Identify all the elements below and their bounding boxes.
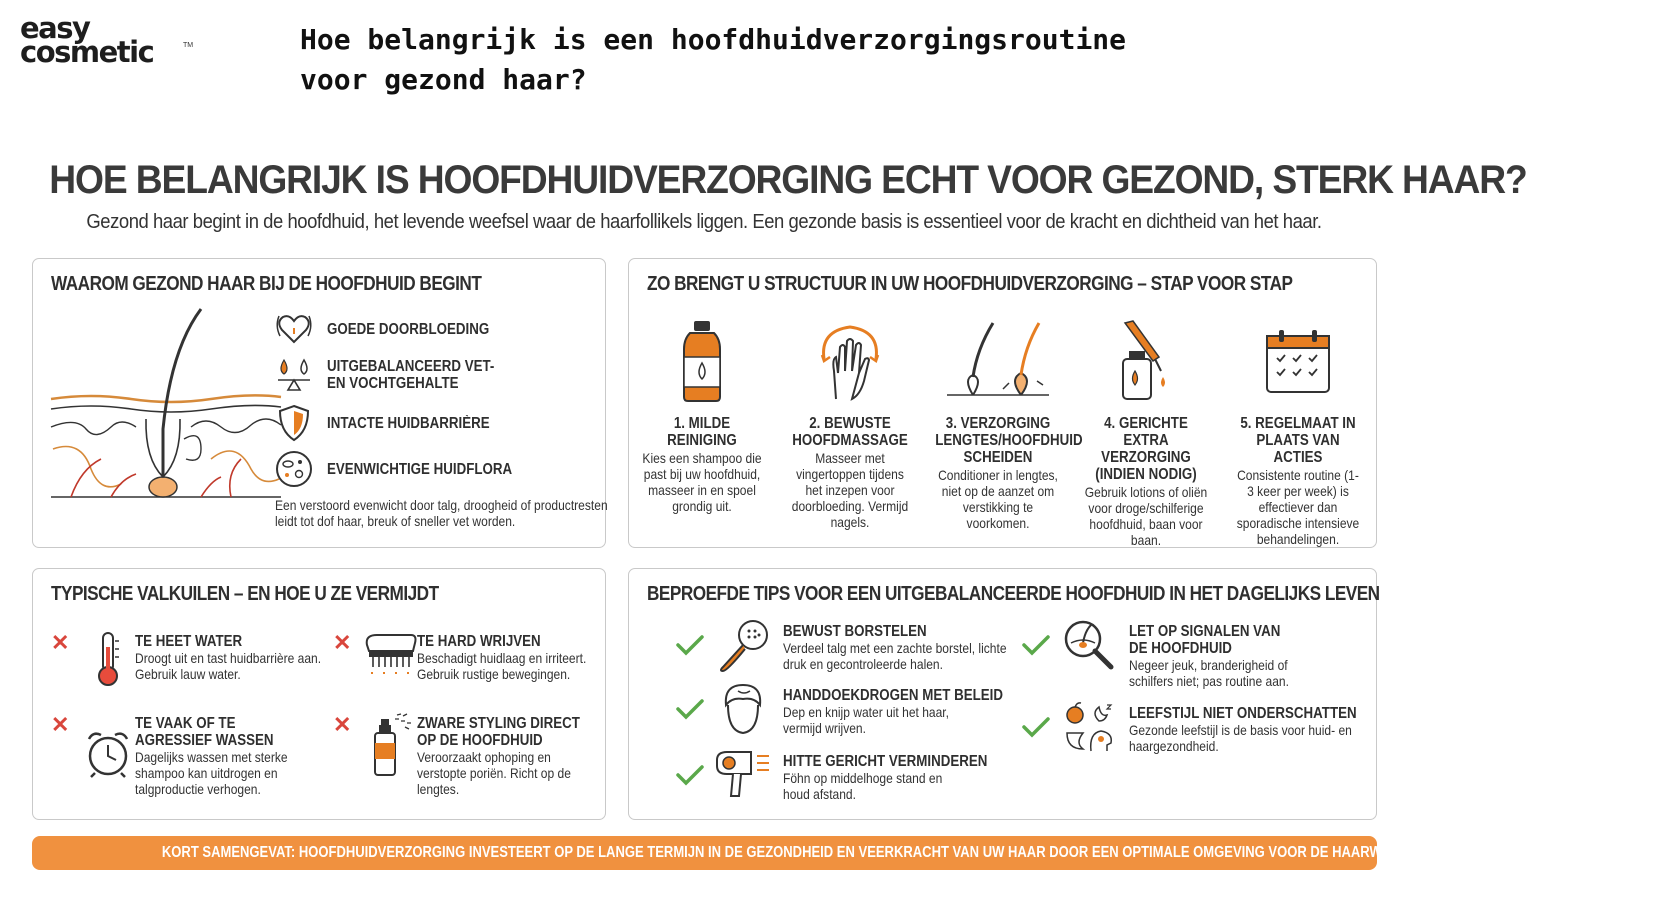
benefit-label: EVENWICHTIGE HUIDFLORA: [327, 460, 513, 478]
cross-icon: ✕: [333, 712, 352, 737]
step-description: Gebruik lotions of oliën voor droge/schilferige hoofdhuid, baan voor baan.: [1084, 484, 1208, 548]
step-title: 1. MILDE REINIGING: [667, 415, 737, 449]
logo-word-bottom: cosmetic: [20, 35, 154, 69]
step-card: [1073, 315, 1219, 548]
towel-head-icon: [715, 681, 771, 737]
cross-icon: ✕: [51, 630, 70, 655]
tip-description: Dep en knijp water uit het haar, vermijd wrijven.: [783, 704, 949, 736]
tip-description: Negeer jeuk, branderigheid of schilfers niet; pas routine aan.: [1129, 657, 1289, 689]
pitfalls-panel: [32, 568, 606, 820]
cross-icon: ✕: [333, 630, 352, 655]
hairbrush-icon: [715, 617, 771, 673]
summary-text: KORT SAMENGEVAT: HOOFDHUIDVERZORGING INVESTEERT OP DE LANGE TERMIJN IN DE GEZONDHEID EN VEERKRACHT VAN UW HAAR DOOR EEN OPTIMALE OMGEVING VOOR DE HAARWORTELS TE CREËREN.: [161, 844, 1526, 861]
benefit-barrier: [273, 403, 516, 443]
benefit-label: GOEDE DOORBLOEDING: [327, 320, 490, 338]
tip-description: Föhn op middelhoge stand en houd afstand.: [783, 770, 943, 802]
check-icon: [1021, 633, 1051, 657]
tip-description: Gezonde leefstijl is de basis voor huid- en haargezondheid.: [1129, 722, 1352, 754]
thermometer-icon: [79, 631, 137, 689]
tip-description: Verdeel talg met een zachte borstel, lichte druk en gecontroleerde halen.: [783, 640, 1007, 672]
step-card: [1225, 315, 1371, 547]
step-title: 3. VERZORGING LENGTES/HOOFDHUID SCHEIDEN: [935, 415, 1083, 466]
benefit-circulation: [273, 309, 516, 349]
logo-word-top: easy: [20, 11, 90, 45]
magnifier-icon: [1061, 617, 1117, 673]
microbes-icon: [273, 449, 315, 489]
steps-panel: [628, 258, 1377, 548]
benefit-label: INTACTE HUIDBARRIÈRE: [327, 414, 490, 432]
pitfall-title: TE HEET WATER: [135, 633, 243, 650]
hair-strands-icon: [925, 315, 1071, 407]
step-description: Masseer met vingertoppen tijdens het inzepen voor doorbloeding. Vermijd nagels.: [791, 450, 909, 530]
infographic-subheading: Gezond haar begint in de hoofdhuid, het levende weefsel waar de haarfollikels liggen. Een gezonde basis is essentieel voor de kracht en dichtheid van het haar.: [86, 210, 1322, 233]
lifestyle-icon: [1061, 699, 1117, 755]
pitfall-title: TE VAAK OF TE AGRESSIEF WASSEN: [135, 715, 274, 749]
check-icon: [1021, 715, 1051, 739]
check-icon: [675, 763, 705, 787]
step-description: Conditioner in lengtes, niet op de aanzet om verstikking te voorkomen.: [938, 467, 1058, 531]
scrub-brush-icon: [361, 631, 419, 689]
shield-icon: [273, 403, 315, 443]
dropper-bottle-icon: [1073, 315, 1219, 407]
pitfall-title: TE HARD WRIJVEN: [417, 633, 541, 650]
tips-panel: [628, 568, 1380, 820]
infographic-heading: HOE BELANGRIJK IS HOOFDHUIDVERZORGING ECHT VOOR GEZOND, STERK HAAR?: [49, 158, 1527, 202]
drops-balance-icon: [273, 355, 315, 395]
pitfall-description: Droogt uit en tast huidbarrière aan. Gebruik lauw water.: [135, 650, 322, 682]
tip-title: LET OP SIGNALEN VAN DE HOOFDHUID: [1129, 623, 1281, 657]
scalp-cross-section-illustration: [51, 309, 281, 509]
pitfall-description: Beschadigt huidlaag en irriteert. Gebruik rustige bewegingen.: [417, 650, 587, 682]
brand-logo[interactable]: [20, 11, 194, 69]
step-title: 4. GERICHTE EXTRA VERZORGING (INDIEN NODIG): [1095, 415, 1197, 483]
why-panel: [32, 258, 606, 548]
step-card: [925, 315, 1083, 531]
logo-trademark: TM: [183, 42, 194, 49]
summary-banner: [32, 836, 1526, 870]
step-title: 5. REGELMAAT IN PLAATS VAN ACTIES: [1240, 415, 1356, 466]
check-icon: [675, 697, 705, 721]
page-title: Hoe belangrijk is een hoofdhuidverzorgingsroutine voor gezond haar?: [300, 23, 1127, 96]
hair-dryer-icon: [715, 747, 771, 803]
why-panel-title: WAAROM GEZOND HAAR BIJ DE HOOFDHUID BEGINT: [51, 273, 482, 295]
tip-title: HANDDOEKDROGEN MET BELEID: [783, 687, 1003, 704]
pitfall-title: ZWARE STYLING DIRECT OP DE HOOFDHUID: [417, 715, 580, 749]
check-icon: [675, 633, 705, 657]
why-panel-note: Een verstoord evenwicht door talg, droogheid of productresten leidt tot dof haar, breuk of sneller vet worden.: [275, 497, 608, 529]
spray-can-icon: [361, 713, 419, 771]
tip-title: HITTE GERICHT VERMINDEREN: [783, 753, 988, 770]
tip-title: BEWUST BORSTELEN: [783, 623, 927, 640]
massage-hand-icon: [777, 315, 923, 407]
step-card: [777, 315, 923, 530]
pitfalls-panel-title: TYPISCHE VALKUILEN – EN HOE U ZE VERMIJDT: [51, 583, 439, 605]
tips-panel-title: BEPROEFDE TIPS VOOR EEN UITGEBALANCEERDE HOOFDHUID IN HET DAGELIJKS LEVEN: [647, 583, 1380, 605]
pitfall-description: Dagelijks wassen met sterke shampoo kan uitdrogen en talgproductie verhogen.: [135, 749, 288, 797]
benefit-balance: [273, 355, 547, 395]
step-title: 2. BEWUSTE HOOFDMASSAGE: [792, 415, 908, 449]
step-description: Kies een shampoo die past bij uw hoofdhuid, masseer in en spoel grondig uit.: [642, 450, 762, 514]
calendar-icon: [1225, 315, 1371, 407]
pitfall-description: Veroorzaakt ophoping en verstopte poriën. Richt op de lengtes.: [417, 749, 571, 797]
benefit-label: UITGEBALANCEERD VET- EN VOCHTGEHALTE: [327, 358, 495, 392]
heart-circulation-icon: [273, 309, 315, 349]
steps-panel-title: ZO BRENGT U STRUCTUUR IN UW HOOFDHUIDVERZORGING – STAP VOOR STAP: [647, 273, 1293, 295]
step-description: Consistente routine (1-3 keer per week) is effectiever dan sporadische intensieve behandelingen.: [1236, 467, 1360, 547]
tip-title: LEEFSTIJL NIET ONDERSCHATTEN: [1129, 705, 1357, 722]
cross-icon: ✕: [51, 712, 70, 737]
alarm-clock-icon: [79, 729, 137, 787]
benefit-flora: [273, 449, 542, 489]
shampoo-bottle-icon: [629, 315, 775, 407]
step-card: [629, 315, 775, 514]
